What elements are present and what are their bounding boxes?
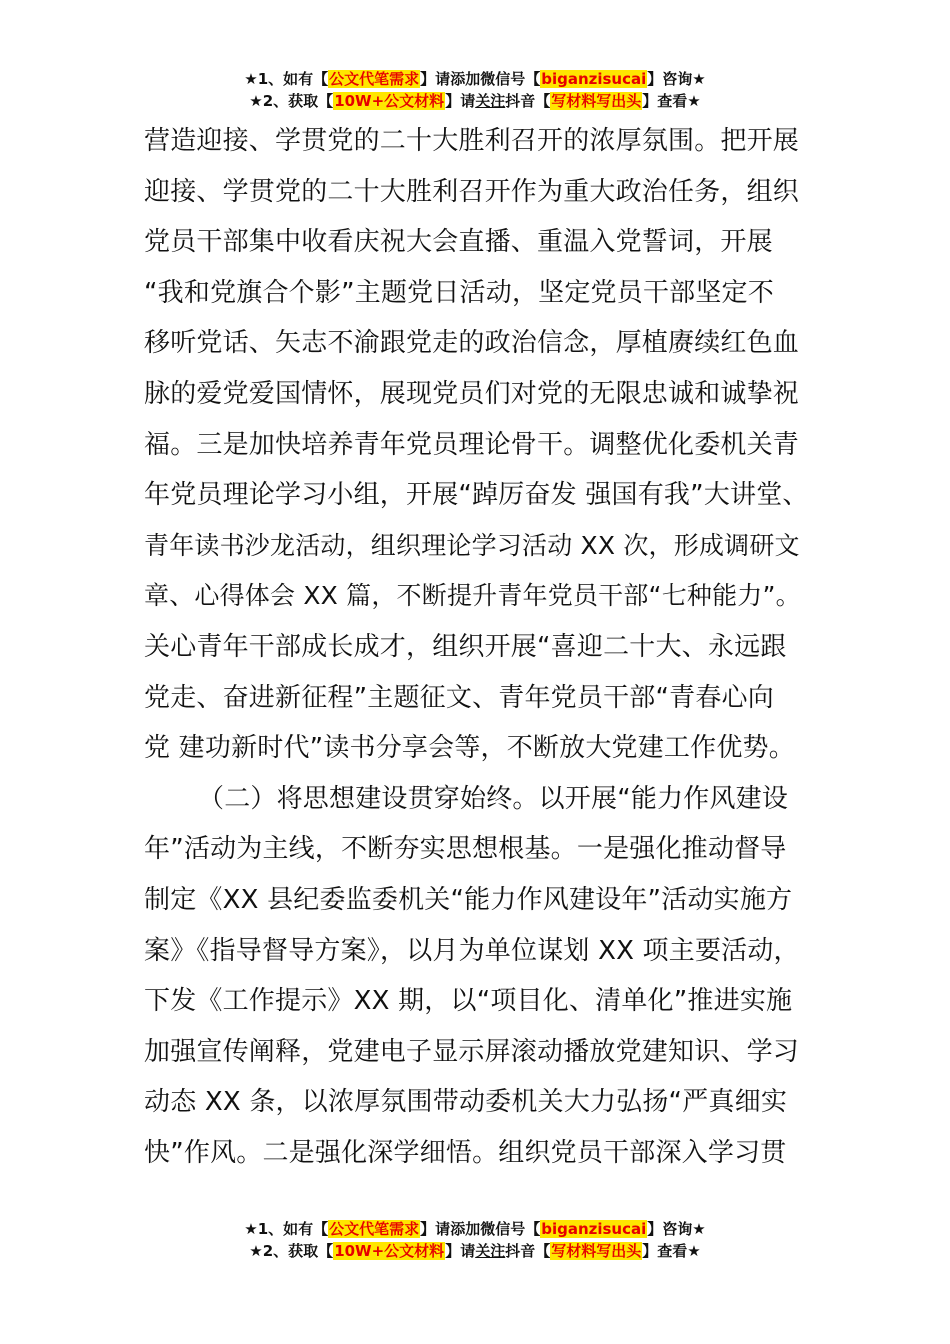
banner-text-emphasis: 添加 <box>450 1220 481 1238</box>
body-line: 年党员理论学习小组，开展“踔厉奋发 强国有我”大讲堂、 <box>144 480 809 511</box>
banner-text: 】查看★ <box>642 1242 701 1260</box>
banner-text: 】请 <box>445 92 476 110</box>
banner-text: 】请 <box>420 70 451 88</box>
highlight-wechat-id: biganzisucai <box>541 1220 647 1238</box>
banner-text: 抖音【 <box>505 92 551 110</box>
body-line: 章、心得体会 XX 篇，不断提升青年党员干部“七种能力”。 <box>144 581 801 611</box>
banner-text: ★1、如有【 <box>244 1220 329 1238</box>
banner-text: 】请 <box>445 1242 476 1260</box>
section-heading-line: （二）将思想建设贯穿始终。以开展“能力作风建设 <box>198 783 789 814</box>
highlight-douyin-account: 写材料写出头 <box>551 92 642 110</box>
header-banner-line-1 <box>0 68 950 90</box>
highlight-service: 公文代笔需求 <box>329 1220 420 1238</box>
body-line: 下发《工作提示》XX 期，以“项目化、清单化”推进实施 <box>144 986 793 1017</box>
banner-text: 】咨询★ <box>647 1220 706 1238</box>
header-banner <box>0 68 950 112</box>
banner-text: 】请 <box>420 1220 451 1238</box>
highlight-materials: 10W+公文材料 <box>334 92 445 110</box>
banner-text: ★2、获取【 <box>249 1242 334 1260</box>
banner-text: 微信号【 <box>480 70 541 88</box>
banner-text: ★2、获取【 <box>249 92 334 110</box>
body-line: 移听党话、矢志不渝跟党走的政治信念，厚植赓续红色血 <box>144 328 800 359</box>
footer-banner-line-1 <box>0 1218 950 1240</box>
banner-text-emphasis: 添加 <box>450 70 481 88</box>
body-line: 党员干部集中收看庆祝大会直播、重温入党誓词，开展 <box>144 227 773 258</box>
body-line: 动态 XX 条，以浓厚氛围带动委机关大力弘扬“严真细实 <box>144 1087 788 1118</box>
highlight-service: 公文代笔需求 <box>329 70 420 88</box>
header-banner-line-2 <box>0 90 950 112</box>
body-line: “我和党旗合个影”主题党日活动，坚定党员干部坚定不 <box>144 277 774 308</box>
body-line: 福。三是加快培养青年党员理论骨干。调整优化委机关青 <box>144 429 800 460</box>
body-line: 案》《指导督导方案》，以月为单位谋划 XX 项主要活动， <box>144 935 800 966</box>
body-line: 营造迎接、学贯党的二十大胜利召开的浓厚氛围。把开展 <box>144 126 800 156</box>
body-line: 年”活动为主线，不断夯实思想根基。一是强化推动督导 <box>144 834 787 865</box>
banner-text: 抖音【 <box>505 1242 551 1260</box>
footer-banner-line-2 <box>0 1240 950 1262</box>
body-line: 党 建功新时代”读书分享会等，不断放大党建工作优势。 <box>144 733 795 764</box>
body-line: 关心青年干部成长成才，组织开展“喜迎二十大、永远跟 <box>144 631 787 662</box>
highlight-douyin-account: 写材料写出头 <box>551 1242 642 1260</box>
banner-text: 微信号【 <box>480 1220 541 1238</box>
body-line: 加强宣传阐释，党建电子显示屏滚动播放党建知识、学习 <box>144 1036 800 1067</box>
document-body <box>144 116 810 1178</box>
banner-text-emphasis: 关注 <box>475 1242 506 1260</box>
body-line: 迎接、学贯党的二十大胜利召开作为重大政治任务，组织 <box>144 176 800 207</box>
highlight-materials: 10W+公文材料 <box>334 1242 445 1260</box>
banner-text: 】查看★ <box>642 92 701 110</box>
body-line: 党走、奋进新征程”主题征文、青年党员干部“青春心向 <box>144 682 774 713</box>
body-line: 青年读书沙龙活动，组织理论学习活动 XX 次，形成调研文 <box>144 530 800 560</box>
body-line: 制定《XX 县纪委监委机关“能力作风建设年”活动实施方 <box>144 884 793 915</box>
banner-text: 】咨询★ <box>647 70 706 88</box>
body-line: 快”作风。二是强化深学细悟。组织党员干部深入学习贯 <box>144 1137 787 1168</box>
body-line: 脉的爱党爱国情怀，展现党员们对党的无限忠诚和诚挚祝 <box>144 378 800 409</box>
banner-text: ★1、如有【 <box>244 70 329 88</box>
banner-text-emphasis: 关注 <box>475 92 506 110</box>
footer-banner <box>0 1218 950 1262</box>
highlight-wechat-id: biganzisucai <box>541 70 647 88</box>
